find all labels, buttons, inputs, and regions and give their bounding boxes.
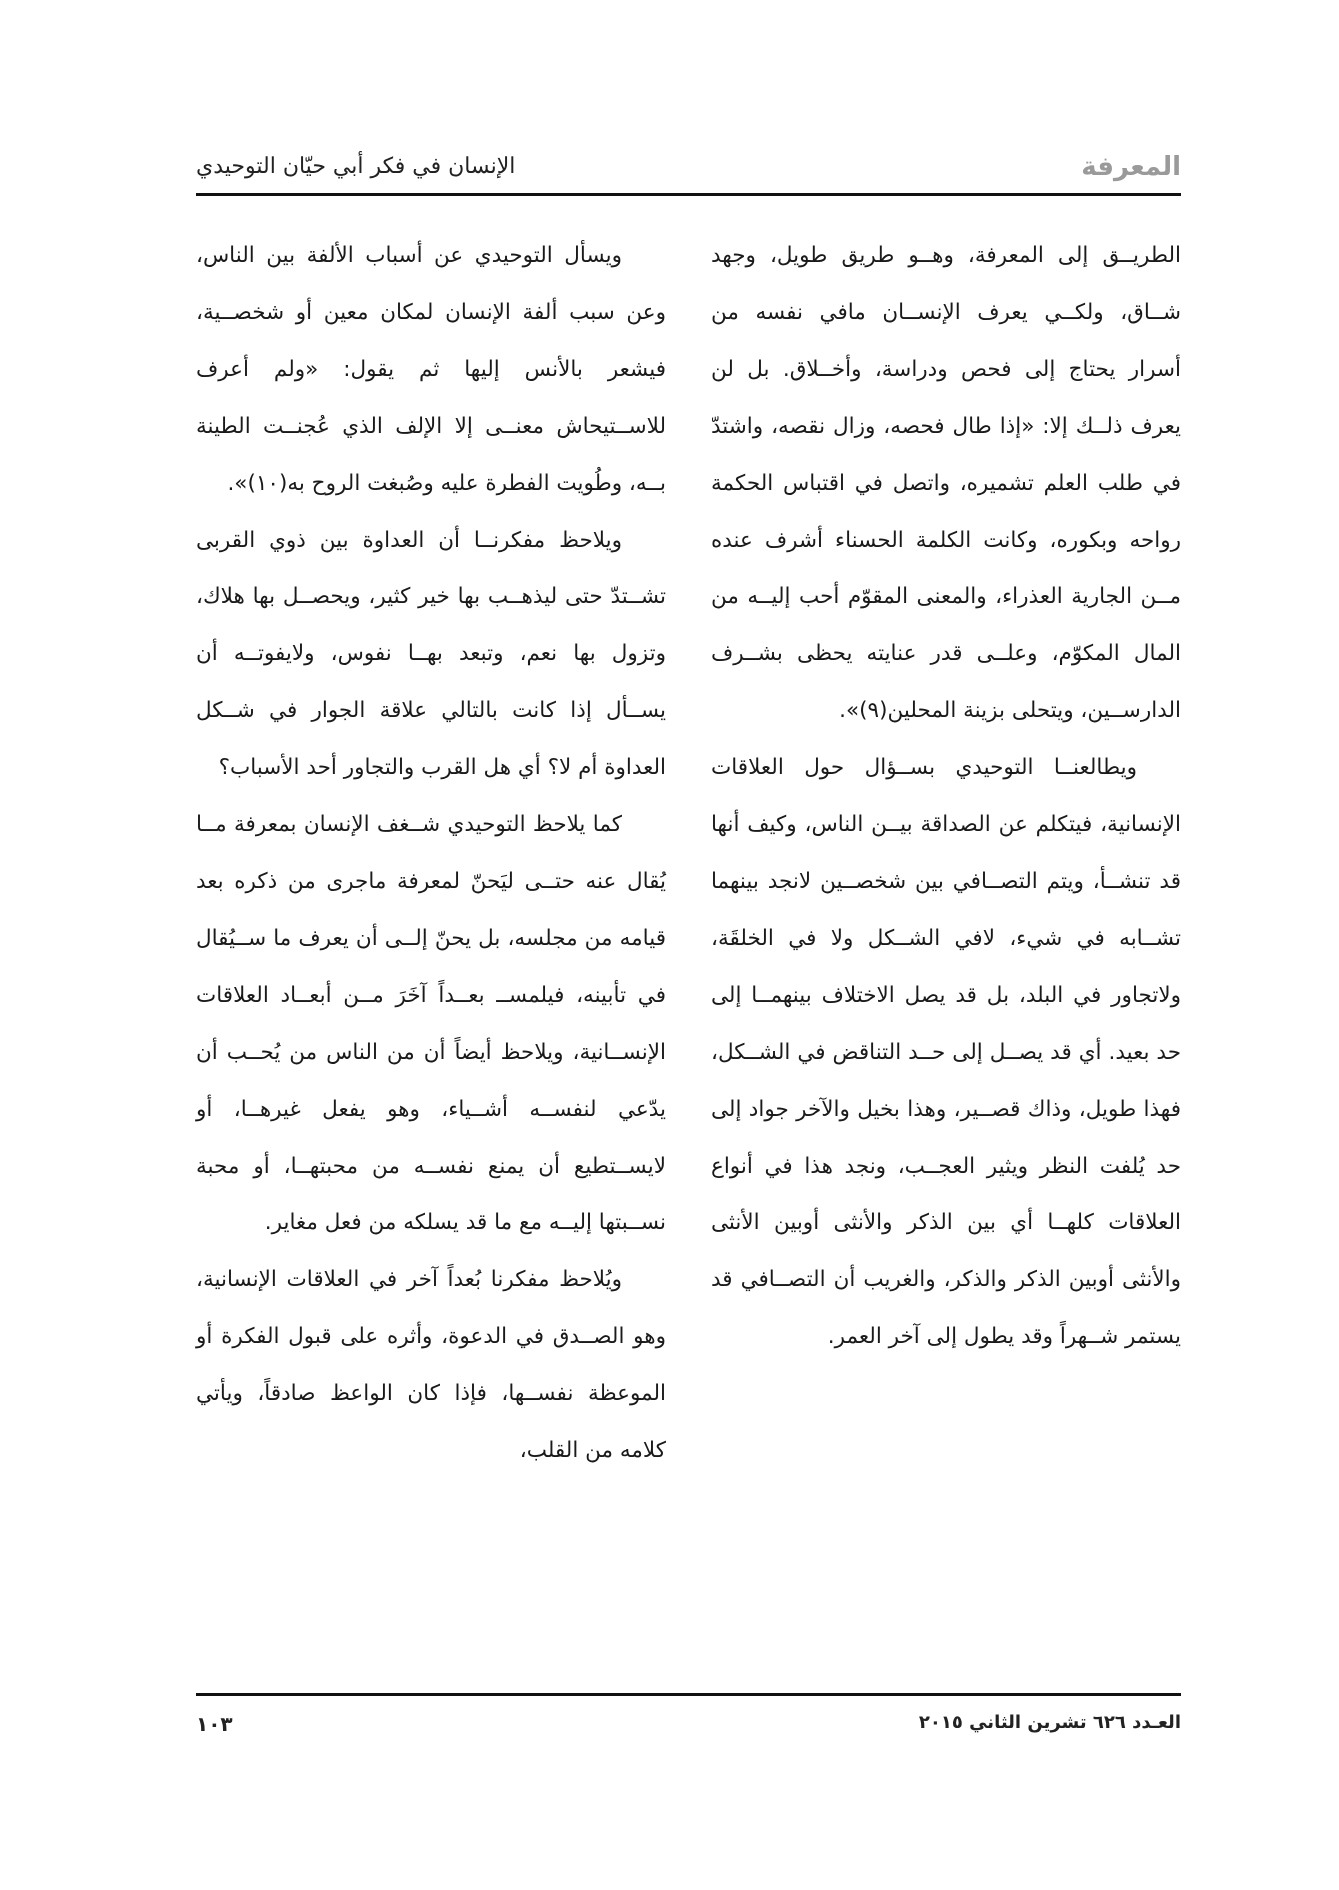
- running-title: الإنسان في فكر أبي حيّان التوحيدي: [196, 154, 516, 179]
- page-number: ١٠٣: [196, 1712, 233, 1736]
- paragraph: ويطالعنــا التوحيدي بســؤال حول العلاقات الإنسانية، فيتكلم عن الصداقة بيــن الناس، وكيف أنها قد تنشــأ، ويتم التصــافي بين شخصــين لانجد بينهما تشــابه في شيء، لافي الشــكل ولا في الخلقَة، ولاتجاور في البلد، بل قد يصل الاختلاف بينهمــا إلى حد بعيد. أي قد يصــل إلى حــد التناقض في الشــكل، فهذا طويل، وذاك قصــير، وهذا بخيل والآخر جواد إلى حد يُلفت النظر ويثير العجــب، ونجد هذا في أنواع العلاقات كلهــا أي بين الذكر والأنثى أوبين الأنثى والأنثى أوبين الذكر والذكر، والغريب أن التصــافي قد يستمر شــهراً وقد يطول إلى آخر العمر.: [711, 755, 1181, 1350]
- page-footer: [196, 1712, 1181, 1748]
- paragraph: ويُلاحظ مفكرنا بُعداً آخر في العلاقات الإنسانية، وهو الصــدق في الدعوة، وأثره على قبول الفكرة أو الموعظة نفســها، فإذا كان الواعظ صادقاً، ويأتي كلامه من القلب،: [196, 1267, 666, 1464]
- page-header: [196, 148, 1181, 198]
- header-rule: [196, 193, 1181, 196]
- right-column: [711, 228, 1181, 1366]
- paragraph: الطريــق إلى المعرفة، وهــو طريق طويل، وجهد شــاق، ولكــي يعرف الإنســان مافي نفسه من أسرار يحتاج إلى فحص ودراسة، وأخــلاق. بل لن يعرف ذلــك إلا: «إذا طال فحصه، وزال نقصه، واشتدّ في طلب العلم تشميره، واتصل في اقتباس الحكمة رواحه وبكوره، وكانت الكلمة الحسناء أشرف عنده مــن الجارية العذراء، والمعنى المقوّم أحب إليــه من المال المكوّم، وعلــى قدر عنايته يحظى بشــرف الدارســين، ويتحلى بزينة المحلين(٩)».: [711, 243, 1181, 724]
- footer-rule: [196, 1693, 1181, 1696]
- paragraph: كما يلاحظ التوحيدي شــغف الإنسان بمعرفة مــا يُقال عنه حتــى ليَحنّ لمعرفة ماجرى من ذكره بعد قيامه من مجلسه، بل يحنّ إلــى أن يعرف ما ســيُقال في تأبينه، فيلمســ بعــداً آخَرَ مــن أبعــاد العلاقات الإنســانية، ويلاحظ أيضاً أن من الناس من يُحــب أن يدّعي لنفســه أشــياء، وهو يفعل غيرهــا، أو لايســتطيع أن يمنع نفســه من محبتهــا، أو محبة نســبتها إليــه مع ما قد يسلكه من فعل مغاير.: [196, 812, 666, 1236]
- magazine-logo: المعرفة: [1081, 152, 1181, 182]
- paragraph: ويسأل التوحيدي عن أسباب الألفة بين الناس، وعن سبب ألفة الإنسان لمكان معين أو شخصــية، فيشعر بالأنس إليها ثم يقول: «ولم أعرف للاســتيحاش معنــى إلا الإلف الذي عُجنــت الطينة بــه، وطُويت الفطرة عليه وصُبغت الروح به(١٠)».: [196, 243, 666, 496]
- issue-info: العـدد ٦٢٦ تشرين الثاني ٢٠١٥: [918, 1712, 1181, 1733]
- paragraph: ويلاحظ مفكرنــا أن العداوة بين ذوي القربى تشــتدّ حتى ليذهــب بها خير كثير، ويحصــل بها هلاك، وتزول بها نعم، وتبعد بهــا نفوس، ولايفوتــه أن يســأل إذا كانت بالتالي علاقة الجوار في شــكل العداوة أم لا؟ أي هل القرب والتجاور أحد الأسباب؟: [196, 527, 666, 781]
- left-column: [196, 228, 666, 1480]
